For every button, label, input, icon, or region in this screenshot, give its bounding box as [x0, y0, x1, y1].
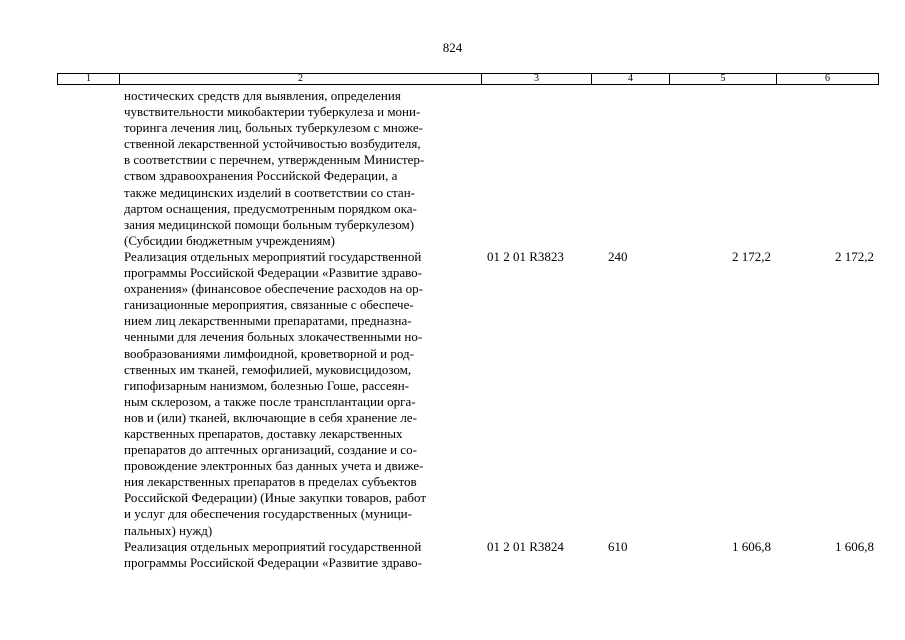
page-number: 824 — [442, 40, 463, 55]
text-line: дартом оснащения, предусмотренным порядком ока- — [124, 200, 417, 216]
continuation-text — [124, 88, 494, 249]
text-line: ственных им тканей, гемофилией, муковисцидозом, — [124, 361, 412, 377]
text-line: также медицинских изделий в соответствии со стан- — [124, 184, 415, 200]
text-line: ганизационные мероприятия, связанные с обеспече- — [124, 297, 414, 313]
column-header-3: 3 — [482, 74, 592, 84]
text-line: ством здравоохранения Российской Федерации, а — [124, 168, 398, 184]
row-first-line — [124, 248, 874, 265]
table-header-row — [57, 73, 879, 85]
amount-cell-5: 2 172,2 — [732, 248, 771, 264]
text-line: программы Российской Федерации «Развитие здраво- — [124, 265, 423, 281]
column-header-5: 5 — [670, 74, 777, 84]
text-line: препаратов до аптечных организаций, создание и со- — [124, 442, 417, 458]
column-header-1: 1 — [58, 74, 120, 84]
code-cell: 01 2 01 R3823 — [487, 248, 564, 264]
text-line: вообразованиями лимфоидной, кроветворной и род- — [124, 345, 414, 361]
type-cell: 240 — [608, 248, 628, 264]
table-body — [124, 88, 874, 571]
text-line: ным склерозом, а также после трансплантации орга- — [124, 393, 416, 409]
text-line: провождение электронных баз данных учета и движе- — [124, 458, 424, 474]
text-line: нов и (или) тканей, включающие в себя хранение ле- — [124, 409, 417, 425]
text-line: Российской Федерации) (Иные закупки товаров, работ — [124, 490, 427, 506]
text-line: (Субсидии бюджетным учреждениям) — [124, 232, 335, 248]
text-line: ностических средств для выявления, определения — [124, 88, 401, 103]
text-line: гипофизарным нанизмом, болезнью Гоше, рассеян- — [124, 377, 409, 393]
text-line: чувствительности микобактерии туберкулеза и мони- — [124, 104, 421, 120]
text-line: пальных) нужд) — [124, 522, 213, 538]
text-line: программы Российской Федерации «Развитие здраво- — [124, 554, 423, 570]
amount-cell-6: 1 606,8 — [835, 538, 874, 554]
row-first-line — [124, 538, 874, 555]
text-line: ния лекарственных препаратов в пределах субъектов — [124, 474, 417, 490]
code-cell: 01 2 01 R3824 — [487, 538, 564, 554]
column-header-2: 2 — [120, 74, 482, 84]
text-line: карственных препаратов, доставку лекарственных — [124, 425, 403, 441]
column-header-6: 6 — [825, 73, 830, 84]
text-line: ченными для лечения больных злокачественными но- — [124, 329, 423, 345]
type-cell: 610 — [608, 538, 628, 554]
text-line: Реализация отдельных мероприятий государственной — [124, 538, 422, 554]
text-line: охранения» (финансовое обеспечение расходов на ор- — [124, 281, 423, 297]
text-line: в соответствии с перечнем, утвержденным Министер- — [124, 152, 425, 168]
amount-cell-6: 2 172,2 — [835, 248, 874, 264]
amount-cell-5: 1 606,8 — [732, 538, 771, 554]
text-line: торинга лечения лиц, больных туберкулезом с множе- — [124, 120, 423, 136]
table-row — [124, 538, 874, 571]
text-line: зания медицинской помощи больным туберкулезом) — [124, 216, 415, 232]
text-line: ственной лекарственной устойчивостью возбудителя, — [124, 136, 421, 152]
column-header-4: 4 — [592, 74, 670, 84]
table-row — [124, 248, 874, 539]
text-line: нием лиц лекарственными препаратами, предназна- — [124, 313, 412, 329]
text-line: Реализация отдельных мероприятий государственной — [124, 248, 422, 264]
text-line: и услуг для обеспечения государственных (муници- — [124, 506, 412, 522]
